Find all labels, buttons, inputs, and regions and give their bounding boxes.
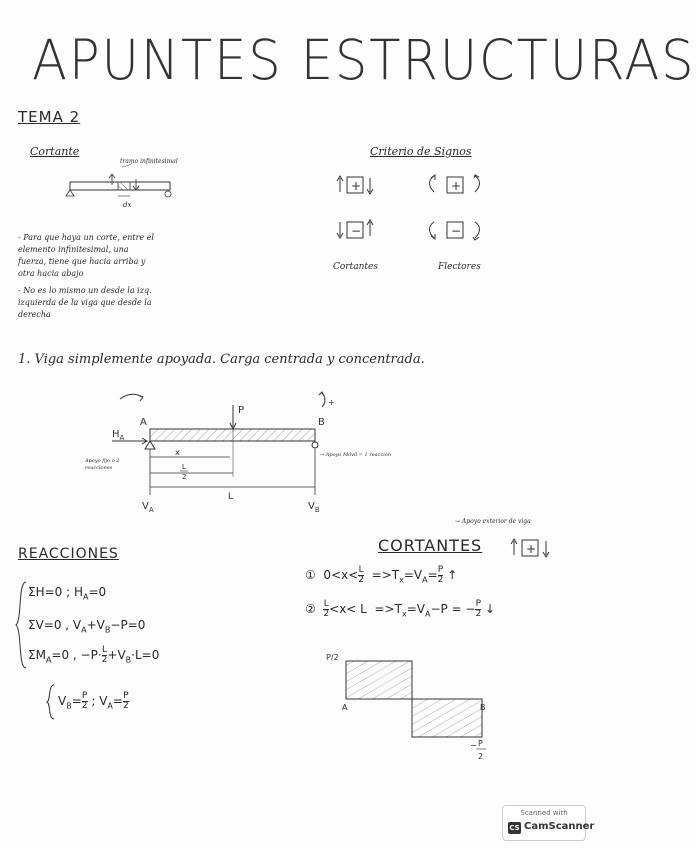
equation-sum-v: ΣV=0 , $V_A+V_B-P=0$ [28,618,146,635]
diagram-bottom-minus: − [470,741,477,750]
reacciones-heading: REACCIONES [18,546,119,562]
camscanner-logo-icon: CS [509,824,520,832]
camscanner-brand: CamScanner [524,821,595,832]
camscanner-watermark [502,805,595,841]
label-B: B [318,417,325,428]
section1-heading: 1. Viga simplemente apoyada. Carga centrada y concentrada. [18,352,425,367]
diagram-label-A: A [342,703,348,712]
small-beam [70,182,170,190]
apoyo-movil-note: → Apoyo Móvil = 1 reacción [320,452,392,458]
beam [150,429,315,441]
flectores-caption: Flectores [438,262,481,272]
svg-text:2: 2 [182,473,187,481]
shear-sign-icon [508,536,572,558]
label-P: P [238,405,245,416]
shear-minus-sign: − [351,224,362,238]
apoyo-exterior-note: → Apoyo exterior de viga [455,518,531,525]
shear-negative-block [412,699,482,737]
sign-convention-sketch [332,170,502,255]
shear-positive-block [346,661,412,699]
shear-positive-icon [337,176,373,194]
equation-sum-m: $\Sigma M_A=0$ , −P· $\frac{L}{2}$ $+V_B\cdot L=0$ [28,645,160,665]
cortantes-heading: CORTANTES [378,536,483,555]
roller-right-icon [165,191,171,197]
label-HA: $H_A$ [112,429,125,442]
label-VB: $V_B$ [308,501,320,514]
tramo-label: tramo infinitesimal [120,158,178,165]
svg-text:+: + [526,542,537,556]
moment-positive-icon [430,175,480,193]
scanned-with-label: Scanned with [520,809,568,817]
diagram-bottom-den: 2 [478,752,484,761]
label-L: L [228,492,234,502]
diagram-bottom-num: P [478,739,483,748]
small-beam-sketch [60,165,190,210]
apoyo-fijo-note: Apoyo fijo ó 2 reacciones [85,458,120,471]
brace-small-icon [46,684,56,720]
label-x: x [175,448,180,457]
shear-negative-icon [337,220,373,238]
tema-heading: TEMA 2 [18,108,81,126]
cortante-tramo-2: ② $\frac{L}{2}$ $<x< L =>T_x=V_A-P$ = − $\frac{P}{2}$ ↓ [305,599,496,619]
moment-plus-sign: + [451,179,462,193]
criterio-heading: Criterio de Signos [370,145,472,158]
page-title: APUNTES ESTRUCTURAS [32,28,696,92]
equation-sum-h: ΣH=0 ; $H_A=0$ [28,585,107,602]
roller-support-icon [312,442,318,448]
moment-minus-sign: − [451,224,462,238]
cortante-tramo-1: ① 0<x< $\frac{L}{2}$ $=>T_x=V_A=$ $\frac{P}{2}$ ↑ [305,565,458,585]
label-VA: $V_A$ [142,501,154,514]
pin-support-icon [145,441,155,449]
note-corte: - Para que haya un corte, entre el elemento infinitesimal, una fuerza, tiene que hacia arriba y otra hacia abajo [18,233,154,278]
diagram-label-B: B [480,703,486,712]
support-left-icon [66,190,74,196]
shear-plus-sign: + [351,179,362,193]
diagram-top-label: P/2 [326,653,339,662]
moment-sign: + [328,398,335,407]
label-L2: L [182,463,186,471]
equation-result: $V_B=$ $\frac{P}{2}$ ; $V_A=$ $\frac{P}{2}$ [58,691,129,711]
note-izq-der: - No es lo mismo un desde la izq. izquierda de la viga que desde la derecha [18,286,152,319]
dx-label: dx [123,201,132,209]
main-beam-diagram [100,385,360,515]
cortantes-caption: Cortantes [333,262,378,272]
cortante-heading: Cortante [30,145,80,158]
moment-negative-icon [430,222,480,240]
shear-diagram [320,648,500,768]
label-A: A [140,417,147,428]
